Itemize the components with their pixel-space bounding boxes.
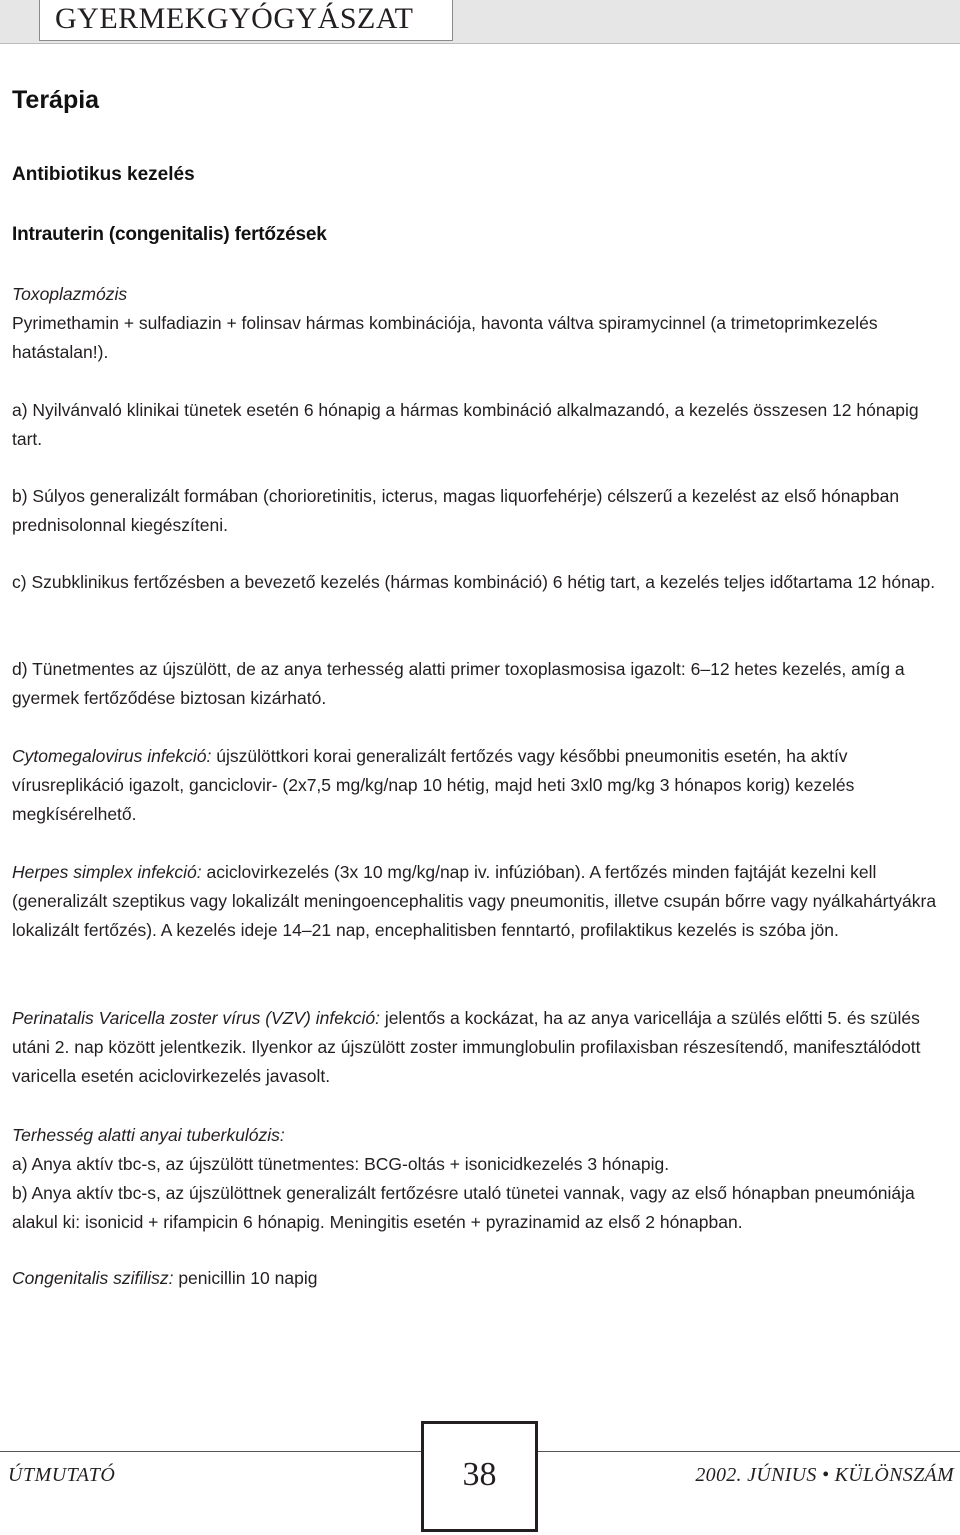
syphilis-text: penicillin 10 napig bbox=[173, 1268, 318, 1288]
footer-publication: ÚTMUTATÓ bbox=[8, 1464, 116, 1486]
toxo-item-d: d) Tünetmentes az újszülött, de az anya terhesség alatti primer toxoplasmosisa igazolt: 6–12 hetes kezelés, amíg a gyermek fertőződése biztosan kizárható. bbox=[12, 659, 905, 708]
syphilis-paragraph bbox=[12, 1264, 947, 1293]
toxoplasmosis-label: Toxoplazmózis bbox=[12, 284, 128, 304]
toxoplasmosis-paragraph bbox=[12, 280, 947, 367]
hsv-label: Herpes simplex infekció: bbox=[12, 862, 202, 882]
page-number: 38 bbox=[462, 1456, 497, 1493]
vzv-paragraph bbox=[12, 1004, 947, 1091]
section-heading: Antibiotikus kezelés bbox=[12, 164, 195, 185]
toxo-item-a: a) Nyilvánvaló klinikai tünetek esetén 6 hónapig a hármas kombináció alkalmazandó, a kezelés összesen 12 hónapig tart. bbox=[12, 400, 919, 449]
toxoplasmosis-text: Pyrimethamin + sulfadiazin + folinsav hármas kombinációja, havonta váltva spiramycinnel (a trimetoprimkezelés hatástalan!). bbox=[12, 313, 878, 362]
subsection-heading: Intrauterin (congenitalis) fertőzések bbox=[12, 224, 327, 245]
toxo-item-b: b) Súlyos generalizált formában (chorioretinitis, icterus, magas liquorfehérje) célszerű a kezelést az első hónapban prednisolonnal kiegészíteni. bbox=[12, 486, 900, 535]
cmv-text: újszülöttkori korai generalizált fertőzés vagy későbbi pneumonitis esetén, ha aktív vírusreplikáció igazolt, ganciclovir- (2x7,5 mg/kg/nap 10 hétig, majd heti 3xl0 mg/kg 3 hónapos korig) kezelés megkísérelhető. bbox=[12, 746, 855, 824]
vzv-text: jelentős a kockázat, ha az anya varicellája a szülés előtti 5. és szülés utáni 2. nap között jelentkezik. Ilyenkor az újszülött zoster immunglobulin profilaxisban részesítendő, manifesztálódott varicella esetén aciclovirkezelés javasolt. bbox=[12, 1008, 921, 1086]
cmv-paragraph bbox=[12, 742, 947, 829]
toxo-item-c: c) Szubklinikus fertőzésben a bevezető kezelés (hármas kombináció) 6 hétig tart, a kezelés teljes időtartama 12 hónap. bbox=[12, 572, 936, 592]
header-title: GYERMEKGYÓGYÁSZAT bbox=[55, 2, 414, 35]
tb-item-a: a) Anya aktív tbc-s, az újszülött tünetmentes: BCG-oltás + isonicidkezelés 3 hónapig. bbox=[12, 1154, 670, 1174]
cmv-label: Cytomegalovirus infekció: bbox=[12, 746, 212, 766]
tb-item-b: b) Anya aktív tbc-s, az újszülöttnek generalizált fertőzésre utaló tünetei vannak, vagy az első hónapban pneumóniája alakul ki: isonicid + rifampicin 6 hónapig. Meningitis esetén + pyrazinamid az első 2 hónapban. bbox=[12, 1183, 915, 1232]
page-number-box bbox=[421, 1421, 538, 1532]
tb-paragraph bbox=[12, 1121, 947, 1237]
tb-label: Terhesség alatti anyai tuberkulózis: bbox=[12, 1125, 285, 1145]
vzv-label: Perinatalis Varicella zoster vírus (VZV) infekció: bbox=[12, 1008, 380, 1028]
footer-issue: 2002. JÚNIUS • KÜLÖNSZÁM bbox=[695, 1464, 954, 1486]
hsv-text: aciclovirkezelés (3x 10 mg/kg/nap iv. infúzióban). A fertőzés minden fajtáját kezelni kell (generalizált szeptikus vagy lokalizált meningoencephalitis vagy pneumonitis, illetve csupán bőrre vagy nyálkahártyákra lokalizált fertőzés). A kezelés ideje 14–21 nap, encephalitisben fenntartó, profilaktikus kezelés is szóba jön. bbox=[12, 862, 937, 940]
syphilis-label: Congenitalis szifilisz: bbox=[12, 1268, 174, 1288]
page-title: Terápia bbox=[12, 86, 100, 114]
hsv-paragraph bbox=[12, 858, 947, 945]
